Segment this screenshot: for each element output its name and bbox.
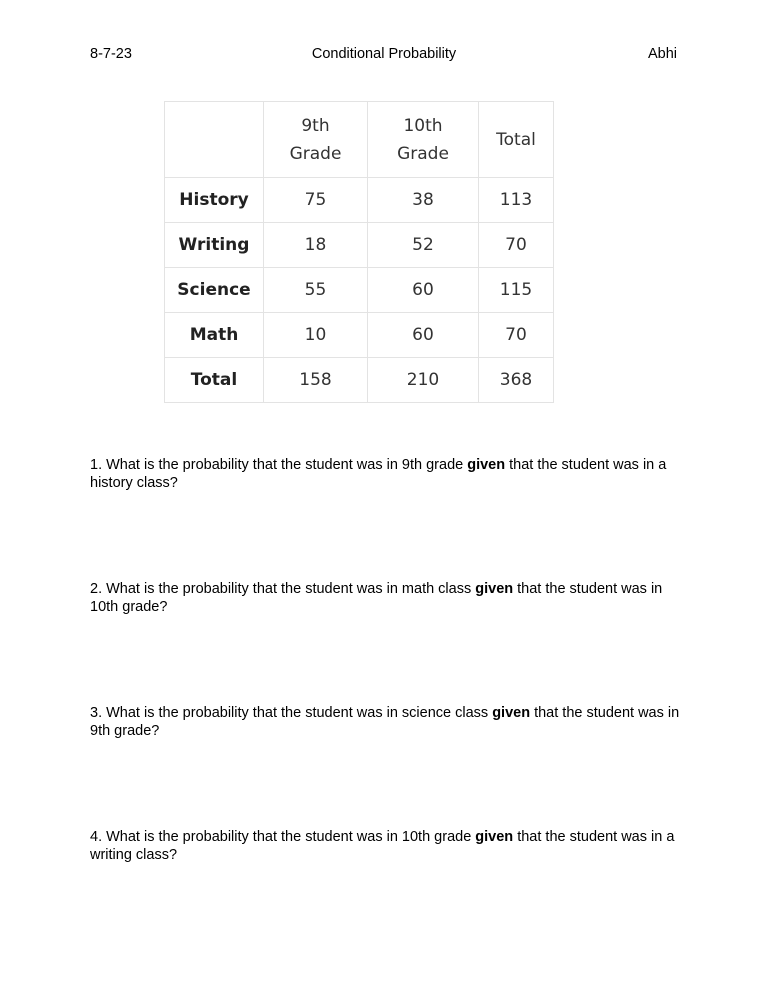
column-header-9th-grade	[264, 102, 368, 178]
question-text: that the student was in a history class?	[90, 457, 667, 491]
column-header-line: Grade	[289, 143, 342, 164]
page-title: Conditional Probability	[311, 46, 457, 62]
question-text: 3. What is the probability that the student was in science class	[90, 705, 493, 721]
table-cell: 60	[368, 268, 479, 313]
table-cell: 18	[264, 223, 368, 268]
question-emphasis: given	[475, 829, 514, 845]
table-cell: 38	[368, 178, 479, 223]
table-cell: 368	[479, 358, 554, 403]
header-author-name: Abhi	[647, 46, 677, 62]
row-label: Total	[165, 358, 264, 403]
question-4	[90, 828, 682, 864]
table-cell: 75	[264, 178, 368, 223]
table-cell: 210	[368, 358, 479, 403]
table-cell: 55	[264, 268, 368, 313]
question-3	[90, 704, 682, 740]
table-cell: 60	[368, 313, 479, 358]
question-emphasis: given	[492, 705, 531, 721]
column-header-total: Total	[479, 102, 554, 178]
row-label: Science	[165, 268, 264, 313]
table-cell: 10	[264, 313, 368, 358]
table-corner-cell	[165, 102, 264, 178]
question-emphasis: given	[467, 457, 506, 473]
table-row-total	[165, 358, 554, 403]
column-header-line: Grade	[397, 143, 449, 164]
table-cell: 70	[479, 223, 554, 268]
question-text: that the student was in 9th grade?	[90, 705, 680, 739]
question-text: 2. What is the probability that the student was in math class	[90, 581, 476, 597]
table-cell: 113	[479, 178, 554, 223]
question-2	[90, 580, 682, 616]
table-row-history	[165, 178, 554, 223]
two-way-table-container	[164, 101, 554, 403]
column-header-line: 9th	[301, 115, 330, 136]
question-text: 1. What is the probability that the student was in 9th grade	[90, 457, 468, 473]
question-emphasis: given	[475, 581, 514, 597]
question-text: that the student was in 10th grade?	[90, 581, 663, 615]
table-cell: 115	[479, 268, 554, 313]
column-header-line: 10th	[403, 115, 443, 136]
table-cell: 70	[479, 313, 554, 358]
row-label: Writing	[165, 223, 264, 268]
header-date: 8-7-23	[90, 46, 132, 62]
question-text: 4. What is the probability that the student was in 10th grade	[90, 829, 476, 845]
table-row-science	[165, 268, 554, 313]
table-header-row	[165, 102, 554, 178]
question-text: that the student was in a writing class?	[90, 829, 675, 863]
two-way-frequency-table	[164, 101, 554, 403]
table-row-math	[165, 313, 554, 358]
column-header-10th-grade	[368, 102, 479, 178]
table-cell: 158	[264, 358, 368, 403]
row-label: History	[165, 178, 264, 223]
table-row-writing	[165, 223, 554, 268]
table-cell: 52	[368, 223, 479, 268]
row-label: Math	[165, 313, 264, 358]
question-1	[90, 456, 682, 492]
